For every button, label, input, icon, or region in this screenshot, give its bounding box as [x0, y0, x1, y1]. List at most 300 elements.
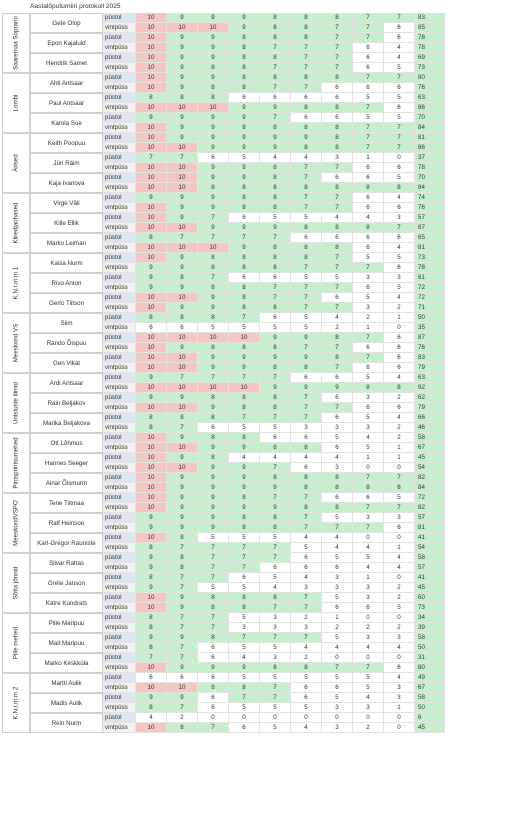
score-cell[interactable]: 5: [384, 63, 415, 73]
score-cell[interactable]: 8: [229, 33, 260, 43]
score-cell[interactable]: 9: [167, 123, 198, 133]
total-cell[interactable]: 57: [415, 213, 445, 223]
score-cell[interactable]: 5: [384, 253, 415, 263]
score-cell[interactable]: 10: [136, 473, 167, 483]
score-cell[interactable]: 7: [291, 43, 322, 53]
score-cell[interactable]: 8: [229, 403, 260, 413]
weapon-type-cell[interactable]: püstol: [103, 93, 136, 103]
score-cell[interactable]: 3: [322, 573, 353, 583]
weapon-type-cell[interactable]: vintpüss: [103, 63, 136, 73]
score-cell[interactable]: 3: [322, 153, 353, 163]
weapon-type-cell[interactable]: vintpüss: [103, 623, 136, 633]
score-cell[interactable]: 9: [167, 433, 198, 443]
weapon-type-cell[interactable]: vintpüss: [103, 303, 136, 313]
score-cell[interactable]: 9: [198, 73, 229, 83]
score-cell[interactable]: 7: [260, 553, 291, 563]
score-cell[interactable]: 7: [291, 633, 322, 643]
score-cell[interactable]: 9: [167, 203, 198, 213]
score-cell[interactable]: 10: [136, 223, 167, 233]
total-cell[interactable]: 78: [415, 43, 445, 53]
score-cell[interactable]: 7: [167, 573, 198, 583]
score-cell[interactable]: 6: [353, 343, 384, 353]
score-cell[interactable]: 6: [291, 113, 322, 123]
score-cell[interactable]: 1: [384, 703, 415, 713]
score-cell[interactable]: 10: [136, 303, 167, 313]
score-cell[interactable]: 5: [260, 643, 291, 653]
score-cell[interactable]: 10: [167, 23, 198, 33]
score-cell[interactable]: 7: [291, 393, 322, 403]
score-cell[interactable]: 5: [260, 423, 291, 433]
weapon-type-cell[interactable]: püstol: [103, 53, 136, 63]
score-cell[interactable]: 4: [384, 293, 415, 303]
score-cell[interactable]: 10: [136, 163, 167, 173]
score-cell[interactable]: 9: [136, 283, 167, 293]
score-cell[interactable]: 9: [229, 473, 260, 483]
score-cell[interactable]: 8: [198, 683, 229, 693]
weapon-type-cell[interactable]: vintpüss: [103, 223, 136, 233]
score-cell[interactable]: 8: [384, 183, 415, 193]
score-cell[interactable]: 9: [198, 163, 229, 173]
score-cell[interactable]: 8: [353, 183, 384, 193]
score-cell[interactable]: 7: [260, 543, 291, 553]
weapon-type-cell[interactable]: püstol: [103, 373, 136, 383]
score-cell[interactable]: 6: [198, 653, 229, 663]
weapon-type-cell[interactable]: vintpüss: [103, 443, 136, 453]
weapon-type-cell[interactable]: vintpüss: [103, 263, 136, 273]
score-cell[interactable]: 8: [260, 173, 291, 183]
score-cell[interactable]: 7: [291, 523, 322, 533]
score-cell[interactable]: 9: [167, 53, 198, 63]
weapon-type-cell[interactable]: püstol: [103, 473, 136, 483]
total-cell[interactable]: 60: [415, 593, 445, 603]
score-cell[interactable]: 10: [136, 183, 167, 193]
score-cell[interactable]: 8: [291, 443, 322, 453]
score-cell[interactable]: 8: [229, 513, 260, 523]
score-cell[interactable]: 8: [229, 603, 260, 613]
score-cell[interactable]: 9: [229, 163, 260, 173]
score-cell[interactable]: 10: [167, 103, 198, 113]
score-cell[interactable]: 8: [136, 413, 167, 423]
score-cell[interactable]: 8: [291, 23, 322, 33]
weapon-type-cell[interactable]: vintpüss: [103, 543, 136, 553]
weapon-type-cell[interactable]: püstol: [103, 693, 136, 703]
score-cell[interactable]: 4: [384, 563, 415, 573]
score-cell[interactable]: 8: [260, 53, 291, 63]
score-cell[interactable]: 8: [322, 123, 353, 133]
score-cell[interactable]: 5: [229, 583, 260, 593]
score-cell[interactable]: 8: [167, 273, 198, 283]
score-cell[interactable]: 5: [229, 423, 260, 433]
score-cell[interactable]: 2: [384, 593, 415, 603]
score-cell[interactable]: 3: [353, 423, 384, 433]
score-cell[interactable]: 10: [136, 443, 167, 453]
score-cell[interactable]: 6: [353, 603, 384, 613]
score-cell[interactable]: 6: [353, 283, 384, 293]
total-cell[interactable]: 79: [415, 403, 445, 413]
total-cell[interactable]: 67: [415, 443, 445, 453]
total-cell[interactable]: 76: [415, 343, 445, 353]
score-cell[interactable]: 3: [322, 703, 353, 713]
score-cell[interactable]: 1: [322, 613, 353, 623]
score-cell[interactable]: 8: [260, 123, 291, 133]
score-cell[interactable]: 8: [229, 523, 260, 533]
weapon-type-cell[interactable]: püstol: [103, 593, 136, 603]
score-cell[interactable]: 7: [229, 633, 260, 643]
score-cell[interactable]: 6: [384, 33, 415, 43]
score-cell[interactable]: 6: [291, 233, 322, 243]
weapon-type-cell[interactable]: püstol: [103, 333, 136, 343]
score-cell[interactable]: 7: [291, 513, 322, 523]
total-cell[interactable]: 50: [415, 643, 445, 653]
score-cell[interactable]: 6: [353, 403, 384, 413]
score-cell[interactable]: 8: [229, 283, 260, 293]
score-cell[interactable]: 8: [353, 383, 384, 393]
score-cell[interactable]: 9: [136, 273, 167, 283]
score-cell[interactable]: 7: [260, 493, 291, 503]
score-cell[interactable]: 9: [167, 663, 198, 673]
score-cell[interactable]: 9: [198, 483, 229, 493]
score-cell[interactable]: 6: [198, 423, 229, 433]
score-cell[interactable]: 9: [198, 353, 229, 363]
score-cell[interactable]: 9: [229, 113, 260, 123]
score-cell[interactable]: 9: [229, 133, 260, 143]
score-cell[interactable]: 6: [260, 273, 291, 283]
score-cell[interactable]: 5: [322, 553, 353, 563]
total-cell[interactable]: 66: [415, 413, 445, 423]
score-cell[interactable]: 8: [291, 33, 322, 43]
score-cell[interactable]: 3: [384, 683, 415, 693]
total-cell[interactable]: 76: [415, 83, 445, 93]
score-cell[interactable]: 4: [384, 413, 415, 423]
score-cell[interactable]: 10: [167, 383, 198, 393]
weapon-type-cell[interactable]: püstol: [103, 653, 136, 663]
score-cell[interactable]: 8: [291, 663, 322, 673]
score-cell[interactable]: 8: [229, 123, 260, 133]
weapon-type-cell[interactable]: vintpüss: [103, 663, 136, 673]
weapon-type-cell[interactable]: vintpüss: [103, 103, 136, 113]
score-cell[interactable]: 0: [260, 713, 291, 723]
score-cell[interactable]: 3: [353, 633, 384, 643]
total-cell[interactable]: 71: [415, 303, 445, 313]
score-cell[interactable]: 9: [229, 503, 260, 513]
score-cell[interactable]: 10: [136, 23, 167, 33]
score-cell[interactable]: 8: [322, 73, 353, 83]
score-cell[interactable]: 10: [136, 33, 167, 43]
weapon-type-cell[interactable]: püstol: [103, 33, 136, 43]
score-cell[interactable]: 9: [136, 693, 167, 703]
score-cell[interactable]: 7: [229, 553, 260, 563]
total-cell[interactable]: 41: [415, 533, 445, 543]
score-cell[interactable]: 8: [198, 343, 229, 353]
weapon-type-cell[interactable]: vintpüss: [103, 203, 136, 213]
score-cell[interactable]: 7: [167, 153, 198, 163]
score-cell[interactable]: 5: [291, 273, 322, 283]
score-cell[interactable]: 9: [167, 523, 198, 533]
weapon-type-cell[interactable]: püstol: [103, 453, 136, 463]
score-cell[interactable]: 8: [136, 643, 167, 653]
score-cell[interactable]: 7: [322, 33, 353, 43]
score-cell[interactable]: 7: [384, 473, 415, 483]
score-cell[interactable]: 7: [260, 633, 291, 643]
score-cell[interactable]: 7: [322, 163, 353, 173]
score-cell[interactable]: 9: [136, 513, 167, 523]
score-cell[interactable]: 10: [136, 203, 167, 213]
total-cell[interactable]: 58: [415, 693, 445, 703]
score-cell[interactable]: 7: [260, 113, 291, 123]
score-cell[interactable]: 10: [167, 683, 198, 693]
score-cell[interactable]: 10: [136, 603, 167, 613]
score-cell[interactable]: 3: [353, 393, 384, 403]
score-cell[interactable]: 9: [167, 483, 198, 493]
score-cell[interactable]: 8: [167, 533, 198, 543]
total-cell[interactable]: 78: [415, 163, 445, 173]
score-cell[interactable]: 5: [198, 533, 229, 543]
score-cell[interactable]: 6: [322, 93, 353, 103]
score-cell[interactable]: 8: [291, 243, 322, 253]
score-cell[interactable]: 7: [322, 23, 353, 33]
score-cell[interactable]: 10: [136, 363, 167, 373]
score-cell[interactable]: 5: [291, 703, 322, 713]
score-cell[interactable]: 9: [198, 33, 229, 43]
score-cell[interactable]: 9: [198, 493, 229, 503]
score-cell[interactable]: 8: [136, 573, 167, 583]
total-cell[interactable]: 84: [415, 183, 445, 193]
score-cell[interactable]: 7: [291, 493, 322, 503]
score-cell[interactable]: 10: [167, 463, 198, 473]
total-cell[interactable]: 78: [415, 33, 445, 43]
score-cell[interactable]: 5: [353, 373, 384, 383]
weapon-type-cell[interactable]: püstol: [103, 413, 136, 423]
score-cell[interactable]: 8: [260, 513, 291, 523]
score-cell[interactable]: 5: [260, 213, 291, 223]
score-cell[interactable]: 8: [198, 603, 229, 613]
score-cell[interactable]: 7: [291, 303, 322, 313]
score-cell[interactable]: 1: [353, 453, 384, 463]
score-cell[interactable]: 6: [384, 333, 415, 343]
score-cell[interactable]: 8: [136, 423, 167, 433]
score-cell[interactable]: 6: [229, 273, 260, 283]
score-cell[interactable]: 7: [260, 283, 291, 293]
score-cell[interactable]: 1: [353, 153, 384, 163]
score-cell[interactable]: 4: [384, 243, 415, 253]
score-cell[interactable]: 10: [167, 363, 198, 373]
total-cell[interactable]: 37: [415, 153, 445, 163]
score-cell[interactable]: 5: [260, 673, 291, 683]
score-cell[interactable]: 9: [167, 633, 198, 643]
score-cell[interactable]: 8: [322, 103, 353, 113]
score-cell[interactable]: 9: [260, 383, 291, 393]
total-cell[interactable]: 54: [415, 543, 445, 553]
score-cell[interactable]: 9: [167, 493, 198, 503]
score-cell[interactable]: 5: [353, 293, 384, 303]
score-cell[interactable]: 7: [198, 613, 229, 623]
score-cell[interactable]: 6: [136, 673, 167, 683]
score-cell[interactable]: 9: [260, 483, 291, 493]
weapon-type-cell[interactable]: püstol: [103, 673, 136, 683]
score-cell[interactable]: 7: [353, 353, 384, 363]
score-cell[interactable]: 8: [384, 483, 415, 493]
score-cell[interactable]: 8: [229, 343, 260, 353]
weapon-type-cell[interactable]: püstol: [103, 213, 136, 223]
total-cell[interactable]: 63: [415, 373, 445, 383]
score-cell[interactable]: 5: [260, 573, 291, 583]
score-cell[interactable]: 8: [167, 93, 198, 103]
score-cell[interactable]: 9: [260, 143, 291, 153]
score-cell[interactable]: 7: [198, 233, 229, 243]
score-cell[interactable]: 10: [167, 183, 198, 193]
total-cell[interactable]: 81: [415, 243, 445, 253]
score-cell[interactable]: 0: [384, 713, 415, 723]
score-cell[interactable]: 5: [353, 253, 384, 263]
score-cell[interactable]: 8: [198, 633, 229, 643]
score-cell[interactable]: 7: [291, 263, 322, 273]
score-cell[interactable]: 5: [322, 673, 353, 683]
score-cell[interactable]: 10: [198, 23, 229, 33]
total-cell[interactable]: 58: [415, 553, 445, 563]
score-cell[interactable]: 10: [136, 53, 167, 63]
score-cell[interactable]: 10: [167, 333, 198, 343]
score-cell[interactable]: 8: [260, 263, 291, 273]
score-cell[interactable]: 10: [136, 383, 167, 393]
score-cell[interactable]: 2: [167, 713, 198, 723]
score-cell[interactable]: 2: [384, 303, 415, 313]
total-cell[interactable]: 45: [415, 723, 445, 733]
total-cell[interactable]: 87: [415, 333, 445, 343]
score-cell[interactable]: 5: [384, 173, 415, 183]
score-cell[interactable]: 8: [291, 73, 322, 83]
score-cell[interactable]: 2: [322, 323, 353, 333]
score-cell[interactable]: 8: [136, 93, 167, 103]
score-cell[interactable]: 4: [229, 453, 260, 463]
score-cell[interactable]: 6: [322, 493, 353, 503]
score-cell[interactable]: 7: [260, 693, 291, 703]
score-cell[interactable]: 0: [384, 723, 415, 733]
score-cell[interactable]: 2: [322, 623, 353, 633]
total-cell[interactable]: 46: [415, 423, 445, 433]
score-cell[interactable]: 10: [167, 143, 198, 153]
score-cell[interactable]: 7: [384, 123, 415, 133]
score-cell[interactable]: 4: [291, 533, 322, 543]
score-cell[interactable]: 7: [136, 153, 167, 163]
score-cell[interactable]: 9: [167, 33, 198, 43]
score-cell[interactable]: 8: [260, 253, 291, 263]
score-cell[interactable]: 9: [167, 263, 198, 273]
score-cell[interactable]: 6: [384, 233, 415, 243]
score-cell[interactable]: 5: [198, 583, 229, 593]
score-cell[interactable]: 6: [260, 93, 291, 103]
score-cell[interactable]: 9: [291, 383, 322, 393]
score-cell[interactable]: 9: [260, 353, 291, 363]
score-cell[interactable]: 7: [384, 73, 415, 83]
score-cell[interactable]: 0: [384, 613, 415, 623]
weapon-type-cell[interactable]: vintpüss: [103, 603, 136, 613]
score-cell[interactable]: 3: [353, 583, 384, 593]
total-cell[interactable]: 84: [415, 483, 445, 493]
weapon-type-cell[interactable]: vintpüss: [103, 363, 136, 373]
score-cell[interactable]: 7: [322, 403, 353, 413]
score-cell[interactable]: 10: [136, 43, 167, 53]
score-cell[interactable]: 3: [260, 653, 291, 663]
weapon-type-cell[interactable]: püstol: [103, 313, 136, 323]
score-cell[interactable]: 6: [198, 673, 229, 683]
total-cell[interactable]: 86: [415, 143, 445, 153]
score-cell[interactable]: 7: [384, 13, 415, 23]
score-cell[interactable]: 3: [260, 623, 291, 633]
score-cell[interactable]: 9: [167, 473, 198, 483]
score-cell[interactable]: 7: [322, 253, 353, 263]
weapon-type-cell[interactable]: püstol: [103, 553, 136, 563]
score-cell[interactable]: 5: [291, 673, 322, 683]
weapon-type-cell[interactable]: püstol: [103, 153, 136, 163]
score-cell[interactable]: 8: [198, 263, 229, 273]
score-cell[interactable]: 6: [322, 413, 353, 423]
score-cell[interactable]: 3: [322, 463, 353, 473]
score-cell[interactable]: 9: [229, 483, 260, 493]
score-cell[interactable]: 0: [353, 713, 384, 723]
score-cell[interactable]: 9: [167, 113, 198, 123]
score-cell[interactable]: 8: [229, 433, 260, 443]
score-cell[interactable]: 8: [198, 453, 229, 463]
score-cell[interactable]: 7: [260, 603, 291, 613]
score-cell[interactable]: 9: [136, 553, 167, 563]
score-cell[interactable]: 10: [136, 453, 167, 463]
score-cell[interactable]: 9: [136, 633, 167, 643]
score-cell[interactable]: 6: [291, 683, 322, 693]
weapon-type-cell[interactable]: vintpüss: [103, 23, 136, 33]
weapon-type-cell[interactable]: püstol: [103, 113, 136, 123]
total-cell[interactable]: 83: [415, 353, 445, 363]
score-cell[interactable]: 5: [291, 313, 322, 323]
score-cell[interactable]: 0: [353, 533, 384, 543]
score-cell[interactable]: 6: [291, 373, 322, 383]
score-cell[interactable]: 8: [291, 103, 322, 113]
score-cell[interactable]: 10: [198, 333, 229, 343]
score-cell[interactable]: 7: [198, 213, 229, 223]
score-cell[interactable]: 1: [353, 323, 384, 333]
score-cell[interactable]: 8: [198, 413, 229, 423]
total-cell[interactable]: 65: [415, 233, 445, 243]
score-cell[interactable]: 8: [260, 73, 291, 83]
score-cell[interactable]: 9: [167, 213, 198, 223]
score-cell[interactable]: 5: [353, 113, 384, 123]
score-cell[interactable]: 8: [322, 143, 353, 153]
score-cell[interactable]: 6: [384, 363, 415, 373]
score-cell[interactable]: 3: [322, 723, 353, 733]
score-cell[interactable]: 5: [229, 613, 260, 623]
score-cell[interactable]: 4: [353, 213, 384, 223]
score-cell[interactable]: 2: [384, 393, 415, 403]
score-cell[interactable]: 9: [167, 193, 198, 203]
score-cell[interactable]: 3: [353, 273, 384, 283]
total-cell[interactable]: 34: [415, 613, 445, 623]
score-cell[interactable]: 9: [260, 333, 291, 343]
score-cell[interactable]: 8: [260, 393, 291, 403]
score-cell[interactable]: 8: [229, 393, 260, 403]
score-cell[interactable]: 9: [136, 373, 167, 383]
score-cell[interactable]: 4: [353, 693, 384, 703]
score-cell[interactable]: 8: [260, 403, 291, 413]
total-cell[interactable]: 81: [415, 133, 445, 143]
score-cell[interactable]: 10: [136, 63, 167, 73]
score-cell[interactable]: 8: [229, 593, 260, 603]
score-cell[interactable]: 7: [167, 233, 198, 243]
weapon-type-cell[interactable]: vintpüss: [103, 643, 136, 653]
score-cell[interactable]: 9: [167, 13, 198, 23]
total-cell[interactable]: 73: [415, 253, 445, 263]
score-cell[interactable]: 8: [229, 253, 260, 263]
score-cell[interactable]: 7: [198, 273, 229, 283]
score-cell[interactable]: 6: [291, 563, 322, 573]
